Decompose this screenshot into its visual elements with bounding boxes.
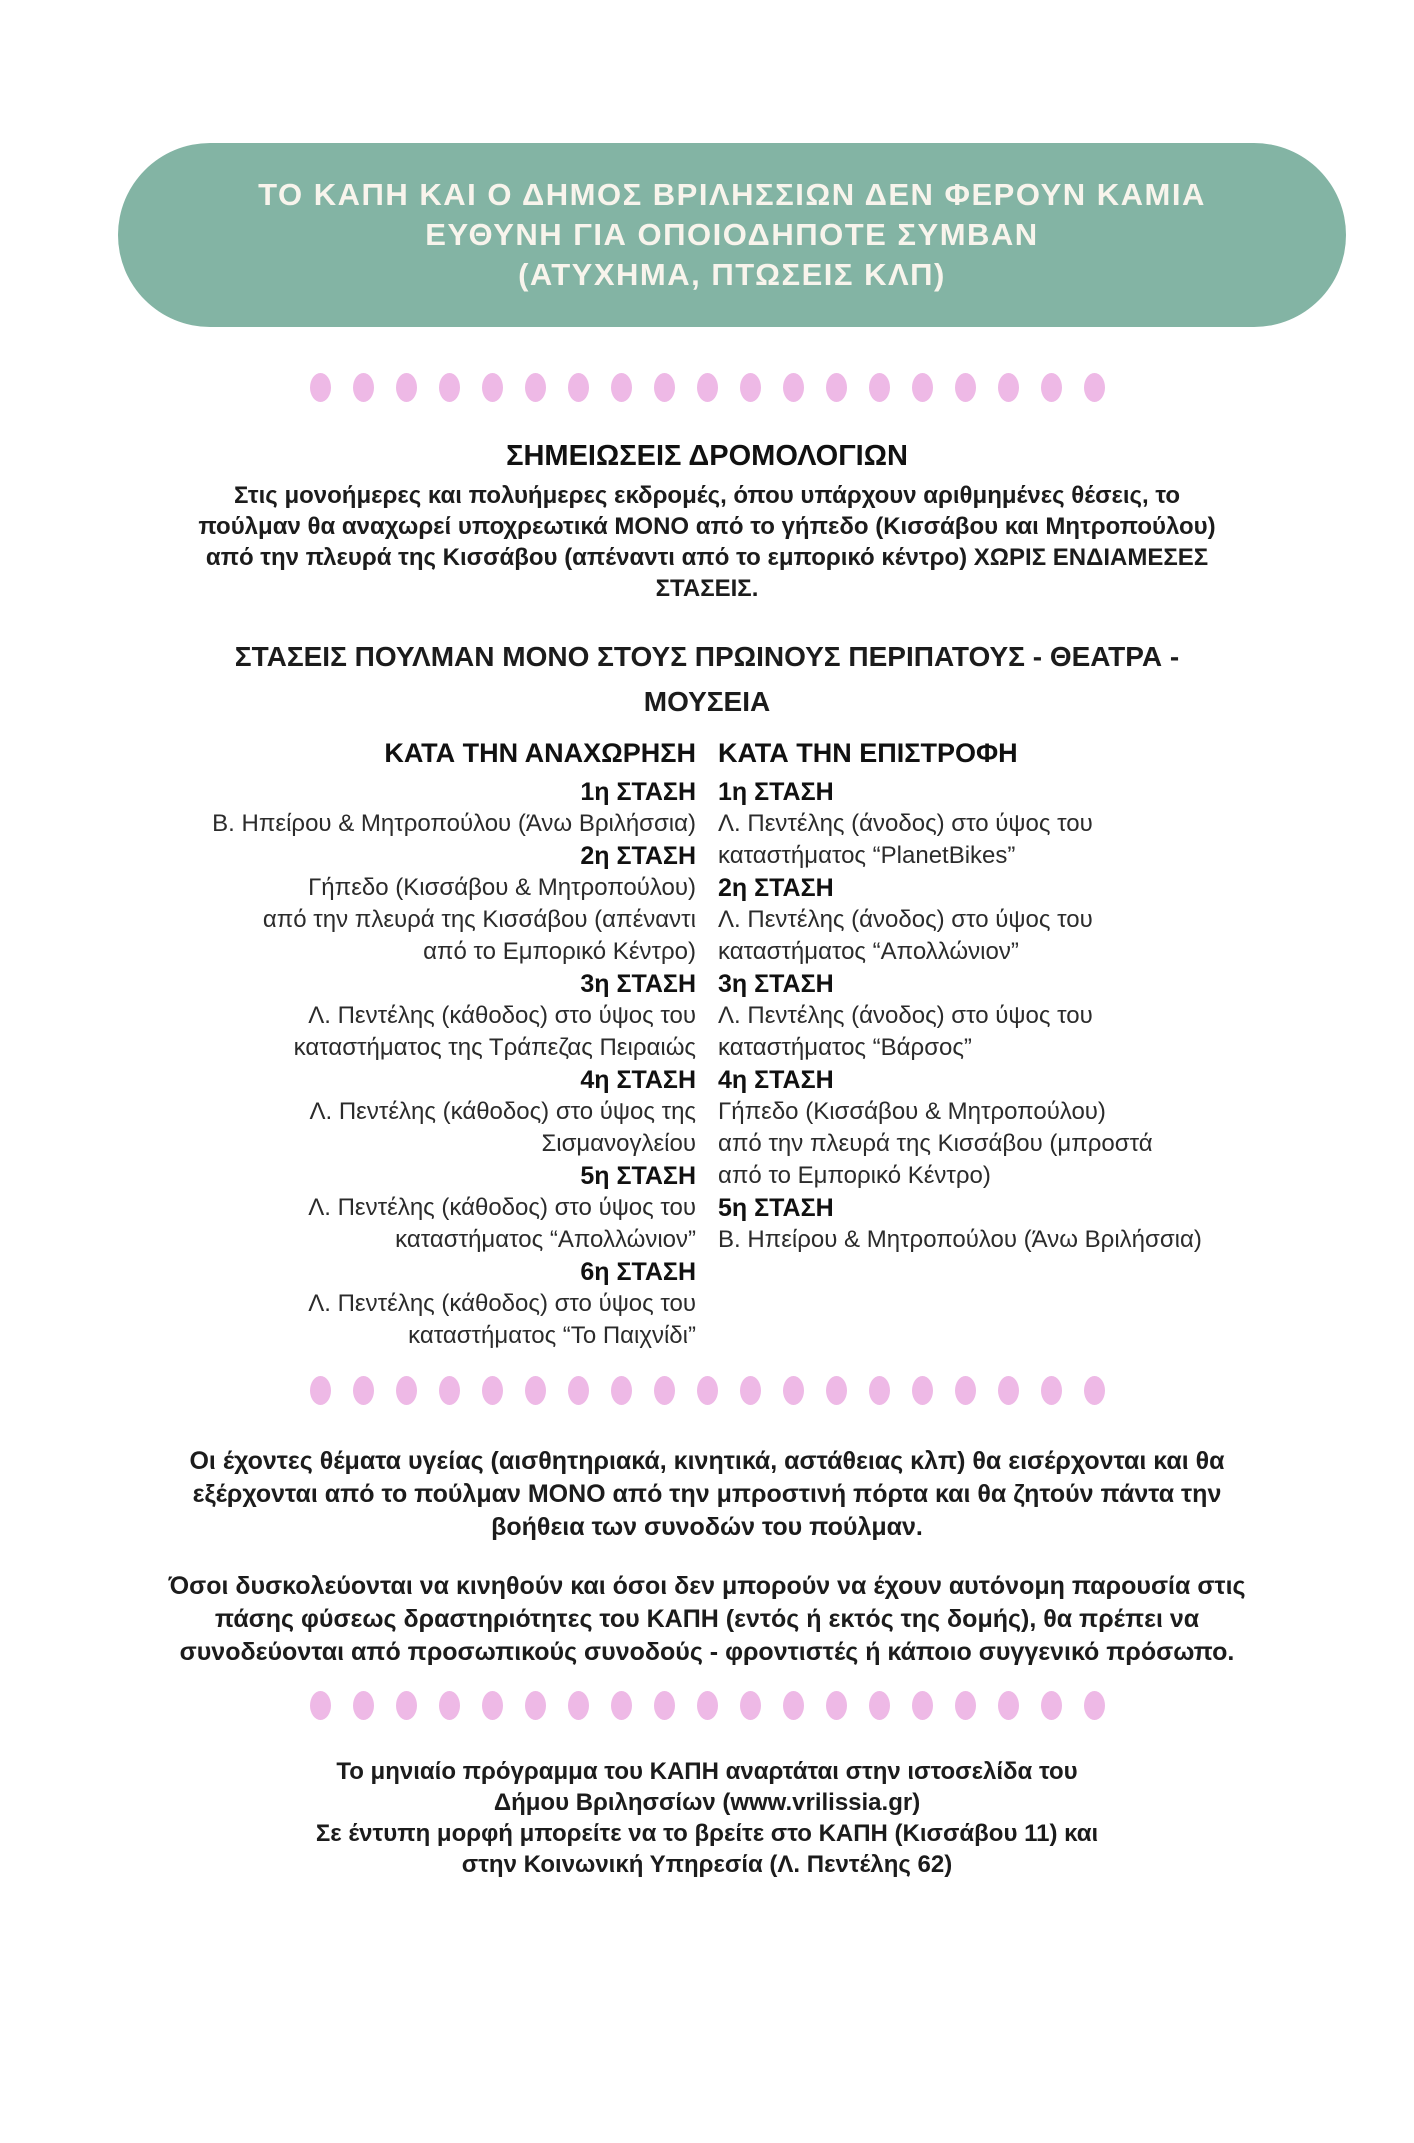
dot — [482, 373, 503, 402]
departure-column-header: ΚΑΤΑ ΤΗΝ ΑΝΑΧΩΡΗΣΗ — [384, 738, 696, 768]
stop-line: 2η ΣΤΑΣΗ — [580, 842, 696, 870]
stop-line: καταστήματος “Βάρσος” — [718, 1034, 972, 1061]
stop-line: Λ. Πεντέλης (άνοδος) στο ύψος του — [718, 810, 1093, 837]
dot — [1084, 1691, 1105, 1720]
dot — [396, 1691, 417, 1720]
banner-line: (ΑΤΥΧΗΜΑ, ΠΤΩΣΕΙΣ ΚΛΠ) — [518, 257, 946, 292]
dot — [654, 1376, 675, 1405]
dot — [869, 1376, 890, 1405]
dot — [439, 1691, 460, 1720]
dot — [783, 1691, 804, 1720]
stop-line: Γήπεδο (Κισσάβου & Μητροπούλου) — [718, 1098, 1106, 1125]
dot — [955, 373, 976, 402]
dots-divider-bottom — [72, 1691, 1342, 1720]
dot — [310, 1691, 331, 1720]
dot — [611, 373, 632, 402]
dot — [525, 373, 546, 402]
dot — [1084, 373, 1105, 402]
monthly-program-line: στην Κοινωνική Υπηρεσία (Λ. Πεντέλης 62) — [461, 1851, 953, 1878]
dot — [482, 1691, 503, 1720]
escort-note-line: συνοδεύονται από προσωπικούς συνοδούς - φροντιστές ή κάποιο συγγενικό πρόσωπο. — [179, 1638, 1235, 1666]
dot — [525, 1376, 546, 1405]
dot — [912, 1691, 933, 1720]
dot — [611, 1691, 632, 1720]
stop-line: καταστήματος της Τράπεζας Πειραιώς — [293, 1034, 696, 1061]
stop-line: 5η ΣΤΑΣΗ — [580, 1162, 696, 1190]
dot — [1084, 1376, 1105, 1405]
bus-stops-title-line: ΣΤΑΣΕΙΣ ΠΟΥΛΜΑΝ ΜΟΝΟ ΣΤΟΥΣ ΠΡΩΙΝΟΥΣ ΠΕΡΙΠΑΤΟΥΣ - ΘΕΑΤΡΑ - — [234, 641, 1180, 672]
stop-line: 1η ΣΤΑΣΗ — [580, 778, 696, 806]
dot — [998, 373, 1019, 402]
dot — [783, 373, 804, 402]
dot — [740, 1376, 761, 1405]
stop-line: 2η ΣΤΑΣΗ — [718, 874, 834, 902]
dot — [353, 1691, 374, 1720]
stop-line: Λ. Πεντέλης (κάθοδος) στο ύψος του — [308, 1002, 696, 1029]
stop-line: από το Εμπορικό Κέντρο) — [718, 1162, 991, 1189]
dot — [353, 1376, 374, 1405]
route-notes-paragraph — [72, 480, 1342, 604]
dot — [353, 373, 374, 402]
dot — [740, 1691, 761, 1720]
dot — [568, 1376, 589, 1405]
stop-line: Λ. Πεντέλης (άνοδος) στο ύψος του — [718, 906, 1093, 933]
stop-line: από το Εμπορικό Κέντρο) — [423, 938, 696, 965]
health-note-line: εξέρχονται από το πούλμαν ΜΟΝΟ από την μπροστινή πόρτα και θα ζητούν πάντα την — [192, 1480, 1222, 1508]
dot — [826, 1376, 847, 1405]
return-column — [718, 736, 1286, 1352]
dot — [955, 1691, 976, 1720]
dot — [869, 373, 890, 402]
dot — [912, 1376, 933, 1405]
stop-line: 3η ΣΤΑΣΗ — [580, 970, 696, 998]
stop-line: Β. Ηπείρου & Μητροπούλου (Άνω Βριλήσσια) — [212, 810, 696, 837]
dot — [396, 373, 417, 402]
banner-line: ΤΟ ΚΑΠΗ ΚΑΙ Ο ΔΗΜΟΣ ΒΡΙΛΗΣΣΙΩΝ ΔΕΝ ΦΕΡΟΥΝ ΚΑΜΙΑ — [258, 177, 1206, 212]
route-notes-line: ΣΤΑΣΕΙΣ. — [655, 575, 759, 602]
monthly-program-line: Το μηνιαίο πρόγραμμα του ΚΑΠΗ αναρτάται στην ιστοσελίδα του — [336, 1758, 1078, 1785]
dot — [439, 373, 460, 402]
escort-note-line: πάσης φύσεως δραστηριότητες του ΚΑΠΗ (εντός ή εκτός της δομής), θα πρέπει να — [214, 1605, 1200, 1633]
dot — [783, 1376, 804, 1405]
dot — [826, 1691, 847, 1720]
route-notes-line: πούλμαν θα αναχωρεί υποχρεωτικά ΜΟΝΟ από το γήπεδο (Κισσάβου και Μητροπούλου) — [198, 513, 1216, 540]
stop-line: Λ. Πεντέλης (άνοδος) στο ύψος του — [718, 1002, 1093, 1029]
escort-note-paragraph — [72, 1570, 1342, 1669]
route-notes-title: ΣΗΜΕΙΩΣΕΙΣ ΔΡΟΜΟΛΟΓΙΩΝ — [506, 440, 908, 472]
dot — [310, 373, 331, 402]
escort-note-line: Όσοι δυσκολεύονται να κινηθούν και όσοι δεν μπορούν να έχουν αυτόνομη παρουσία στις — [168, 1572, 1246, 1600]
stop-line: καταστήματος “Το Παιχνίδι” — [408, 1322, 696, 1349]
stop-line: Λ. Πεντέλης (κάθοδος) στο ύψος της — [309, 1098, 696, 1125]
dot — [525, 1691, 546, 1720]
stop-line: 4η ΣΤΑΣΗ — [718, 1066, 834, 1094]
dot — [568, 373, 589, 402]
route-notes-line: από την πλευρά της Κισσάβου (απέναντι από το εμπορικό κέντρο) ΧΩΡΙΣ ΕΝΔΙΑΜΕΣΕΣ — [205, 544, 1209, 571]
dot — [396, 1376, 417, 1405]
stop-line: από την πλευρά της Κισσάβου (απέναντι — [262, 906, 696, 933]
dot — [1041, 1376, 1062, 1405]
stops-columns — [72, 736, 1342, 1352]
stop-line: Γήπεδο (Κισσάβου & Μητροπούλου) — [308, 874, 696, 901]
stop-line: καταστήματος “PlanetBikes” — [718, 842, 1016, 869]
stop-line: καταστήματος “Απολλώνιον” — [718, 938, 1019, 965]
dots-divider-middle — [72, 1376, 1342, 1405]
dot — [1041, 1691, 1062, 1720]
liability-banner — [118, 143, 1346, 327]
stop-line: 5η ΣΤΑΣΗ — [718, 1194, 834, 1222]
health-note-line: βοήθεια των συνοδών του πούλμαν. — [491, 1513, 923, 1541]
dot — [568, 1691, 589, 1720]
dot — [611, 1376, 632, 1405]
stop-line: καταστήματος “Απολλώνιον” — [395, 1226, 696, 1253]
dot — [998, 1691, 1019, 1720]
dot — [1041, 373, 1062, 402]
dot — [697, 373, 718, 402]
return-stops-list — [718, 776, 1286, 1256]
dot — [740, 373, 761, 402]
departure-column — [128, 736, 696, 1352]
dot — [912, 373, 933, 402]
stop-line: από την πλευρά της Κισσάβου (μπροστά — [718, 1130, 1153, 1157]
bus-stops-title-line: ΜΟΥΣΕΙΑ — [643, 686, 771, 717]
dot — [439, 1376, 460, 1405]
dot — [697, 1376, 718, 1405]
dots-divider-top — [0, 373, 1414, 402]
stop-line: Λ. Πεντέλης (κάθοδος) στο ύψος του — [308, 1290, 696, 1317]
dot — [310, 1376, 331, 1405]
monthly-program-note — [72, 1756, 1342, 1880]
banner-line: ΕΥΘΥΝΗ ΓΙΑ ΟΠΟΙΟΔΗΠΟΤΕ ΣΥΜΒΑΝ — [425, 217, 1039, 252]
dot — [697, 1691, 718, 1720]
return-column-header: ΚΑΤΑ ΤΗΝ ΕΠΙΣΤΡΟΦΗ — [718, 738, 1018, 768]
page-content — [0, 438, 1414, 1880]
dot — [955, 1376, 976, 1405]
stop-line: 1η ΣΤΑΣΗ — [718, 778, 834, 806]
stop-line: Β. Ηπείρου & Μητροπούλου (Άνω Βριλήσσια) — [718, 1226, 1202, 1253]
stop-line: Λ. Πεντέλης (κάθοδος) στο ύψος του — [308, 1194, 696, 1221]
dot — [654, 373, 675, 402]
health-note-line: Οι έχοντες θέματα υγείας (αισθητηριακά, κινητικά, αστάθειας κλπ) θα εισέρχονται και θα — [189, 1447, 1225, 1475]
stop-line: 6η ΣΤΑΣΗ — [580, 1258, 696, 1286]
route-notes-line: Στις μονοήμερες και πολυήμερες εκδρομές, όπου υπάρχουν αριθμημένες θέσεις, το — [233, 482, 1181, 509]
monthly-program-line: Σε έντυπη μορφή μπορείτε να το βρείτε στο ΚΑΠΗ (Κισσάβου 11) και — [315, 1820, 1099, 1847]
dot — [998, 1376, 1019, 1405]
monthly-program-line: Δήμου Βριλησσίων (www.vrilissia.gr) — [493, 1789, 921, 1816]
stop-line: 3η ΣΤΑΣΗ — [718, 970, 834, 998]
departure-stops-list — [128, 776, 696, 1352]
bus-stops-title — [72, 634, 1342, 724]
stop-line: 4η ΣΤΑΣΗ — [580, 1066, 696, 1094]
dot — [869, 1691, 890, 1720]
stop-line: Σισμανογλείου — [541, 1130, 696, 1157]
dot — [654, 1691, 675, 1720]
dot — [826, 373, 847, 402]
health-note-paragraph — [72, 1445, 1342, 1544]
dot — [482, 1376, 503, 1405]
